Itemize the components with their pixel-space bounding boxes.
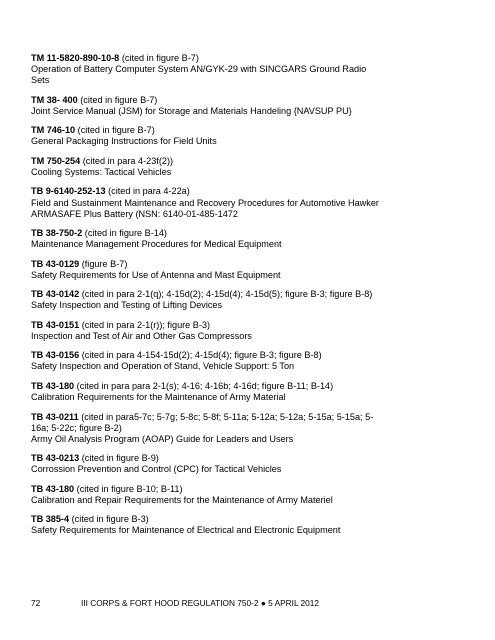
reference-text-line: Maintenance Management Procedures for Medical Equipment <box>31 239 282 250</box>
reference-citation: (cited in para 2-1(r)); figure B-3) <box>81 319 211 330</box>
reference-citation: (cited in para 4-154-15d(2); 4-15d(4); figure B-3; figure B-8) <box>81 350 322 361</box>
reference-text-line: Sets <box>31 75 50 86</box>
reference-text-line: Safety Requirements for Use of Antenna and Mast Equipment <box>31 269 281 280</box>
reference-text-line: Field and Sustainment Maintenance and Recovery Procedures for Automotive Hawker <box>31 197 379 208</box>
reference-text-line: Operation of Battery Computer System AN/GYK-29 with SINCGARS Ground Radio <box>31 64 367 75</box>
reference-text-line: 16a; 5-22c; figure B-2) <box>31 422 122 433</box>
reference-entry <box>31 228 471 250</box>
reference-text-line: Safety Inspection and Operation of Stand, Vehicle Support: 5 Ton <box>31 361 295 372</box>
reference-heading <box>31 289 471 300</box>
reference-text-line: Army Oil Analysis Program (AOAP) Guide for Leaders and Users <box>31 433 294 444</box>
reference-citation: (cited in figure B-7) <box>121 53 199 63</box>
reference-entry <box>31 289 471 311</box>
reference-code: TM 38- 400 <box>31 94 78 105</box>
reference-citation: (cited in figure B-7) <box>80 94 158 105</box>
page-number: 72 <box>31 598 41 608</box>
reference-text-line: Calibration Requirements for the Maintenance of Army Material <box>31 392 286 403</box>
reference-entry <box>31 186 471 219</box>
reference-text-line: Calibration and Repair Requirements for the Maintenance of Army Materiel <box>31 494 333 505</box>
reference-code: TM 11-5820-890-10-8 <box>31 53 120 63</box>
reference-code: TM 750-254 <box>31 155 81 166</box>
reference-code: TB 43-0213 <box>31 453 80 464</box>
page-footer <box>31 598 471 609</box>
reference-entry <box>31 320 471 342</box>
reference-citation: (cited in para 4-23f(2)) <box>82 155 174 166</box>
reference-entry <box>31 53 471 86</box>
reference-entry <box>31 412 471 445</box>
reference-heading <box>31 350 471 361</box>
reference-text-line: Inspection and Test of Air and Other Gas Compressors <box>31 330 252 341</box>
reference-code: TB 43-0211 <box>31 411 79 422</box>
reference-citation: (cited in para5-7c; 5-7g; 5-8c; 5-8f; 5-11a; 5-12a; 5-12a; 5-15a; 5-15a; 5- <box>81 411 374 422</box>
reference-entry <box>31 514 471 536</box>
reference-text-line: Safety Requirements for Maintenance of Electrical and Electronic Equipment <box>31 525 341 536</box>
reference-heading <box>31 320 471 331</box>
reference-text-line: Safety Inspection and Testing of Lifting Devices <box>31 300 223 311</box>
reference-heading <box>31 412 471 423</box>
reference-citation: (cited in figure B-14) <box>84 228 167 239</box>
reference-text-line: Joint Service Manual (JSM) for Storage and Materials Handeling {NAVSUP PU} <box>31 105 352 116</box>
reference-entry <box>31 95 471 117</box>
reference-heading <box>31 381 471 392</box>
reference-text-line: General Packaging Instructions for Field Units <box>31 136 217 147</box>
reference-list <box>31 53 471 545</box>
reference-entry <box>31 453 471 475</box>
reference-entry <box>31 484 471 506</box>
reference-code: TB 385-4 <box>31 514 70 525</box>
reference-text-line: Cooling Systems: Tactical Vehicles <box>31 166 172 177</box>
reference-entry <box>31 259 471 281</box>
reference-heading <box>31 228 471 239</box>
reference-citation: (cited in figure B-3) <box>71 514 149 525</box>
reference-code: TB 43-0142 <box>31 289 80 300</box>
reference-code: TB 43-0129 <box>31 258 80 269</box>
reference-entry <box>31 125 471 147</box>
reference-citation: (figure B-7) <box>81 258 128 269</box>
reference-code: TB 38-750-2 <box>31 228 83 239</box>
reference-text-line: Corrossion Prevention and Control (CPC) for Tactical Vehicles <box>31 464 282 475</box>
reference-entry <box>31 156 471 178</box>
document-page <box>31 0 471 640</box>
reference-heading <box>31 95 471 106</box>
reference-heading <box>31 186 471 197</box>
reference-heading <box>31 156 471 167</box>
reference-code: TB 9-6140-252-13 <box>31 186 106 197</box>
reference-entry <box>31 350 471 372</box>
reference-code: TB 43-180 <box>31 380 75 391</box>
reference-citation: (cited in para 2-1(q); 4-15d(2); 4-15d(4); 4-15d(5); figure B-3; figure B-8) <box>81 289 373 300</box>
reference-heading <box>31 125 471 136</box>
reference-citation: (cited in para 4-22a) <box>108 186 190 197</box>
reference-code: TM 746-10 <box>31 125 76 136</box>
reference-code: TB 43-0151 <box>31 319 80 330</box>
reference-heading <box>31 53 471 64</box>
reference-heading <box>31 484 471 495</box>
reference-text-line: ARMASAFE Plus Battery (NSN: 6140-01-485-1472 <box>31 208 238 219</box>
reference-heading <box>31 453 471 464</box>
reference-heading <box>31 259 471 270</box>
reference-code: TB 43-0156 <box>31 350 80 361</box>
reference-citation: (cited in figure B-7) <box>77 125 155 136</box>
reference-citation: (cited in figure B-9) <box>81 453 159 464</box>
reference-citation: (cited in para para 2-1(s); 4-16; 4-16b; 4-16d; figure B-11; B-14) <box>76 380 334 391</box>
footer-title: III CORPS & FORT HOOD REGULATION 750-2 ● 5 APRIL 2012 <box>81 598 320 608</box>
reference-entry <box>31 381 471 403</box>
reference-heading <box>31 514 471 525</box>
reference-code: TB 43-180 <box>31 483 75 494</box>
reference-citation: (cited in figure B-10; B-11) <box>76 483 183 494</box>
